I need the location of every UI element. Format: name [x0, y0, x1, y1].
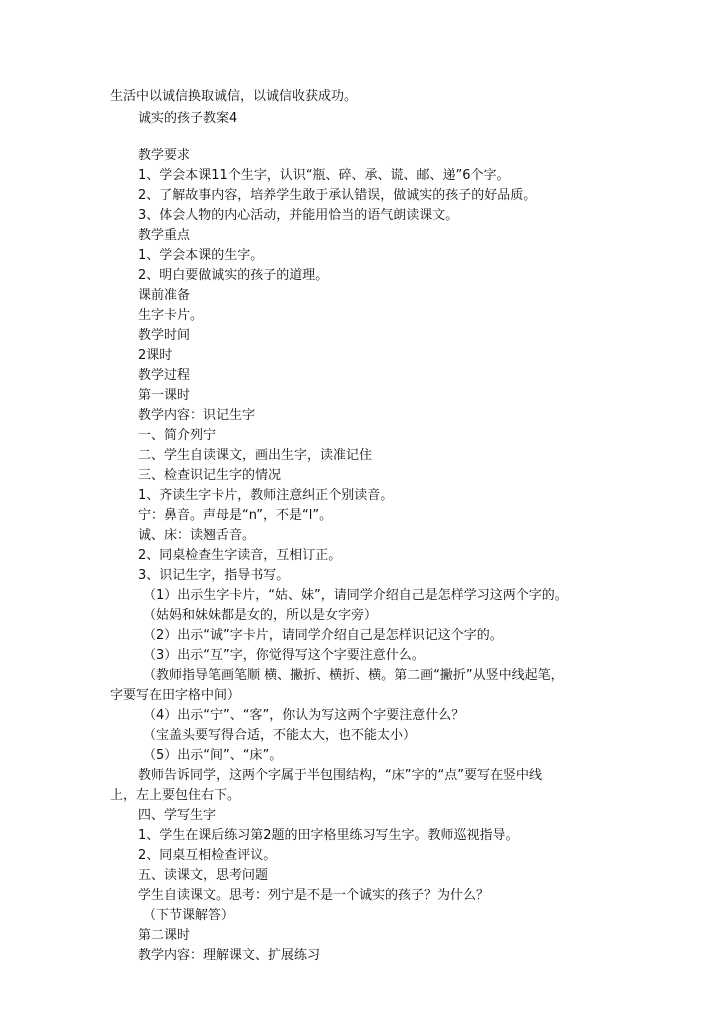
- text-line: （5）出示“间”、“床”。: [143, 748, 283, 763]
- section-heading: 教学时间: [138, 328, 191, 343]
- text-line: 三、检查识记生字的情况: [138, 468, 282, 483]
- text-line: 宁：鼻音。声母是“n”，不是“l”。: [138, 508, 333, 523]
- text-line: 2、了解故事内容，培养学生敢于承认错误，做诚实的孩子的好品质。: [138, 188, 537, 203]
- text-line: 二、学生自读课文，画出生字，读准记住: [138, 448, 373, 463]
- text-line: （2）出示“诚”字卡片，请同学介绍自己是怎样识记这个字的。: [143, 628, 503, 643]
- text-line: （4）出示“宁”、“客”，你认为写这两个字要注意什么？: [143, 708, 465, 723]
- text-line: 教师告诉同学，这两个字属于半包围结构，“床”字的“点”要写在竖中线: [138, 768, 542, 783]
- section-heading: 教学过程: [138, 368, 191, 383]
- text-line: 诚、床：读翘舌音。: [138, 528, 256, 543]
- section-heading: 教学重点: [138, 228, 191, 243]
- text-line: 2、同桌检查生字读音，互相订正。: [138, 548, 342, 563]
- text-line: 教学内容：理解课文、扩展练习: [138, 948, 321, 963]
- text-line: 1、学会本课11个生字，认识“瓶、碎、承、谎、邮、递”6个字。: [138, 168, 510, 183]
- lesson-title: 诚实的孩子教案4: [138, 111, 238, 126]
- text-line: 上，左上要包住右下。: [110, 788, 241, 803]
- text-line: （教师指导笔画笔顺 横、撇折、横折、横。第二画“撇折”从竖中线起笔，: [143, 668, 564, 683]
- text-line: 字要写在田字格中间）: [110, 688, 241, 703]
- text-line: 3、识记生字，指导书写。: [138, 568, 290, 583]
- text-line: 1、齐读生字卡片，教师注意纠正个别读音。: [138, 488, 394, 503]
- text-line: 四、学写生字: [138, 808, 217, 823]
- section-heading: 教学要求: [138, 148, 191, 163]
- text-line: （1）出示生字卡片，“姑、妹”，请同学介绍自己是怎样学习这两个字的。: [143, 588, 568, 603]
- section-heading: 第一课时: [138, 388, 191, 403]
- section-heading: 课前准备: [138, 288, 191, 303]
- text-line: 教学内容：识记生字: [138, 408, 256, 423]
- text-line: 学生自读课文。思考：列宁是不是一个诚实的孩子？为什么？: [138, 888, 490, 903]
- text-line: 一、简介列宁: [138, 428, 217, 443]
- text-line: 2、明白要做诚实的孩子的道理。: [138, 268, 329, 283]
- text-line: （3）出示“互”字，你觉得写这个字要注意什么。: [143, 648, 425, 663]
- text-line: 五、读课文，思考问题: [138, 868, 269, 883]
- text-line: 2、同桌互相检查评议。: [138, 848, 277, 863]
- text-line: 2课时: [138, 348, 173, 363]
- text-line: 生活中以诚信换取诚信，以诚信收获成功。: [110, 89, 358, 104]
- text-line: （宝盖头要写得合适，不能太大，也不能太小）: [143, 728, 417, 743]
- text-line: （下节课解答）: [143, 908, 235, 923]
- text-line: 3、体会人物的内心活动，并能用恰当的语气朗读课文。: [138, 208, 459, 223]
- text-line: 1、学生在课后练习第2题的田字格里练习写生字。教师巡视指导。: [138, 828, 519, 843]
- text-line: 1、学会本课的生字。: [138, 248, 264, 263]
- text-line: 生字卡片。: [138, 308, 204, 323]
- section-heading: 第二课时: [138, 928, 191, 943]
- text-line: （姑妈和妹妹都是女的，所以是女字旁）: [143, 608, 378, 623]
